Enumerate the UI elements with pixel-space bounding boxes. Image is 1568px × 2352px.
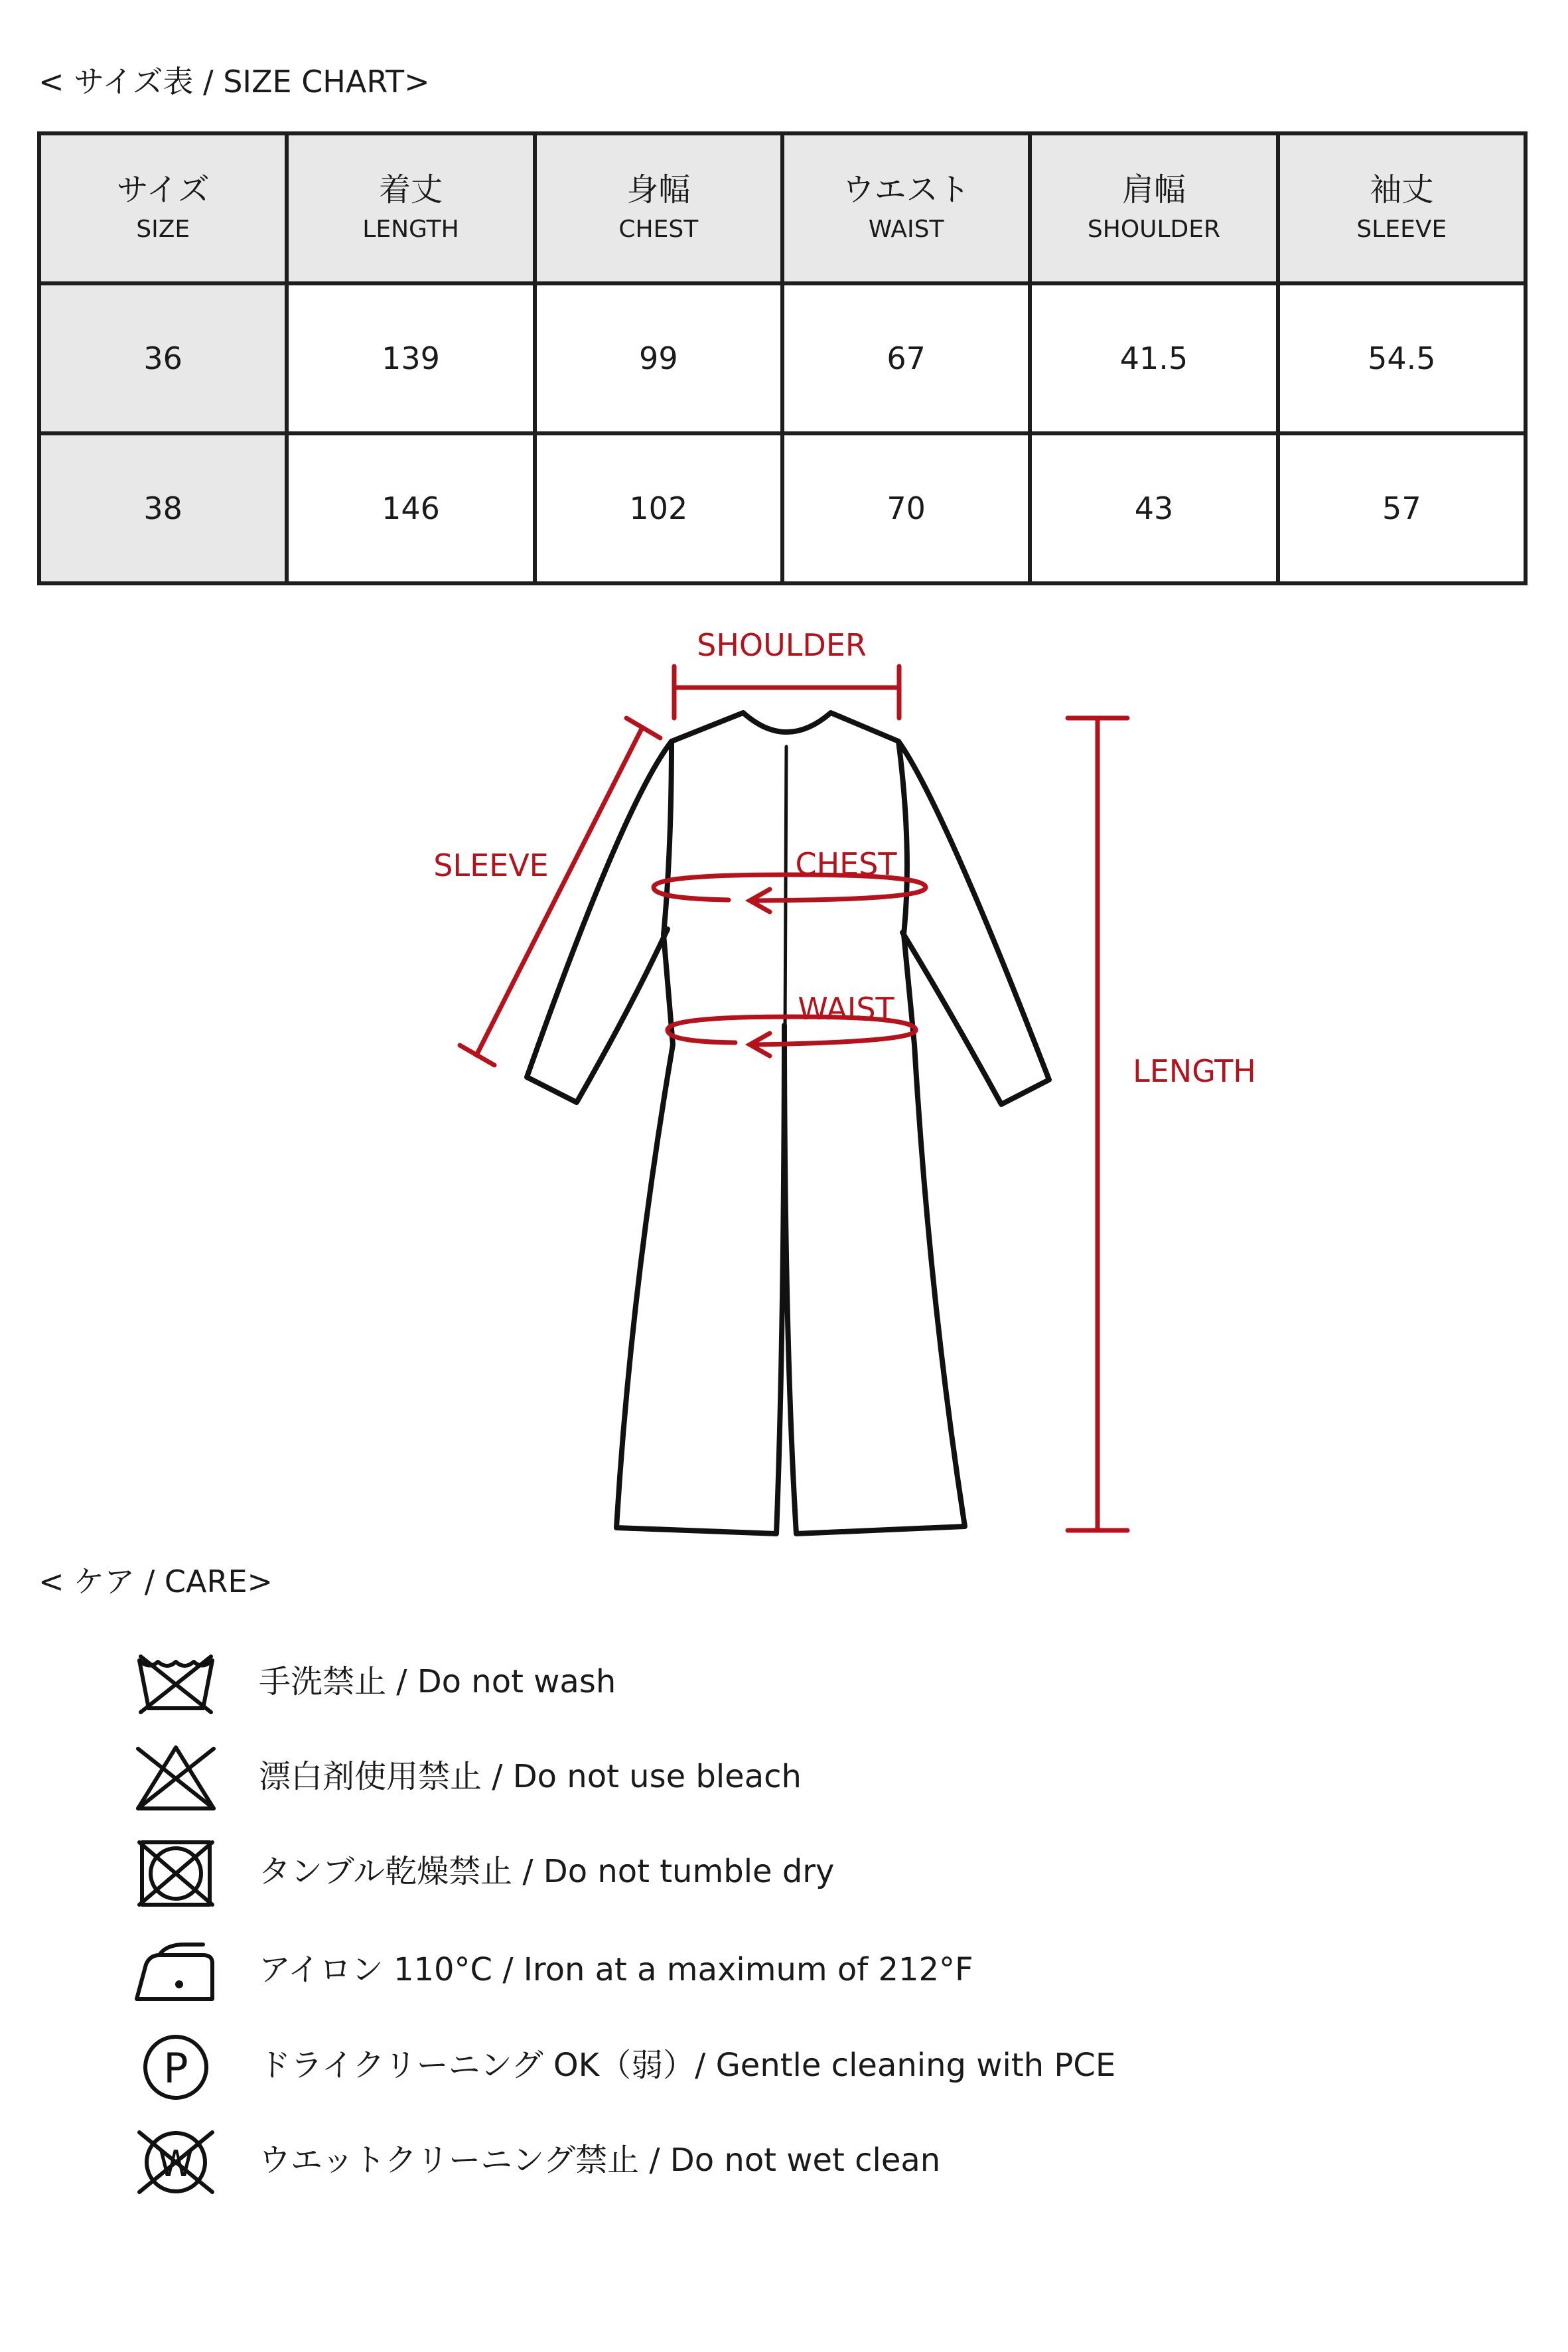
care-text: タンブル乾燥禁止 / Do not tumble dry xyxy=(259,1853,835,1890)
care-item xyxy=(133,1837,1393,1910)
header-chest xyxy=(535,133,782,283)
dry-clean-p-icon xyxy=(133,2031,219,2104)
table-cell-chest xyxy=(535,433,782,583)
care-text: 手洗禁止 / Do not wash xyxy=(259,1663,616,1700)
iron-low-heat-icon xyxy=(133,1935,219,2008)
cell-value: 99 xyxy=(639,340,678,376)
table-cell-chest xyxy=(535,283,782,433)
header-sleeve-ja: 袖丈 xyxy=(1370,171,1434,208)
care-text: ウエットクリーニング禁止 / Do not wet clean xyxy=(259,2142,941,2179)
cell-value: 70 xyxy=(887,490,926,526)
care-item xyxy=(133,1935,1393,2008)
sleeve-label: SLEEVE xyxy=(433,847,549,883)
shoulder-label: SHOULDER xyxy=(697,627,867,663)
svg-text:P: P xyxy=(163,2044,188,2093)
table-cell-waist xyxy=(782,433,1030,583)
cell-value: 57 xyxy=(1382,490,1421,526)
table-cell-waist xyxy=(782,283,1030,433)
cell-value: 139 xyxy=(382,340,440,376)
header-size-ja: サイズ xyxy=(116,171,210,208)
do-not-wash-icon xyxy=(133,1647,219,1720)
cell-value: 41.5 xyxy=(1119,340,1188,376)
header-waist xyxy=(782,133,1030,283)
header-length-ja: 着丈 xyxy=(378,171,443,208)
table-cell-size xyxy=(39,283,287,433)
header-size xyxy=(39,133,287,283)
waist-label: WAIST xyxy=(798,991,894,1027)
table-cell-length xyxy=(287,433,534,583)
table-cell-sleeve xyxy=(1278,433,1526,583)
size-chart-title: < サイズ表 / SIZE CHART> xyxy=(38,64,430,100)
do-not-tumble-dry-icon xyxy=(133,1837,219,1910)
care-item xyxy=(133,2031,1393,2104)
header-size-en: SIZE xyxy=(136,216,190,244)
cell-value: 36 xyxy=(143,340,182,376)
header-sleeve xyxy=(1278,133,1526,283)
header-length xyxy=(287,133,534,283)
length-dimension xyxy=(1068,718,1127,1530)
table-cell-size xyxy=(39,433,287,583)
cell-value: 146 xyxy=(382,490,440,526)
sleeve-dimension xyxy=(460,718,660,1065)
garment-measurement-diagram xyxy=(0,597,1568,1553)
header-shoulder xyxy=(1030,133,1277,283)
cell-value: 38 xyxy=(143,490,182,526)
cell-value: 67 xyxy=(887,340,926,376)
size-table xyxy=(37,131,1528,585)
table-cell-length xyxy=(287,283,534,433)
header-length-en: LENGTH xyxy=(362,216,459,244)
table-cell-shoulder xyxy=(1030,283,1277,433)
care-text: ドライクリーニング OK（弱）/ Gentle cleaning with PCE xyxy=(259,2047,1116,2084)
care-text: アイロン 110°C / Iron at a maximum of 212°F xyxy=(259,1951,973,1988)
shoulder-dimension xyxy=(674,666,899,718)
do-not-wet-clean-icon xyxy=(133,2126,219,2199)
care-item xyxy=(133,1742,1393,1815)
header-waist-en: WAIST xyxy=(868,216,944,244)
header-shoulder-ja: 肩幅 xyxy=(1121,171,1186,208)
cell-value: 102 xyxy=(629,490,688,526)
table-row xyxy=(39,433,1526,583)
chest-label: CHEST xyxy=(795,846,897,882)
table-cell-sleeve xyxy=(1278,283,1526,433)
length-label: LENGTH xyxy=(1133,1053,1256,1089)
table-row xyxy=(39,283,1526,433)
header-shoulder-en: SHOULDER xyxy=(1087,216,1221,244)
cell-value: 54.5 xyxy=(1368,340,1436,376)
header-waist-ja: ウエスト xyxy=(842,171,970,208)
header-sleeve-en: SLEEVE xyxy=(1356,216,1447,244)
svg-text:W: W xyxy=(158,2143,194,2185)
care-item xyxy=(133,2126,1393,2199)
table-cell-shoulder xyxy=(1030,433,1277,583)
do-not-bleach-icon xyxy=(133,1742,219,1815)
care-item xyxy=(133,1647,1393,1720)
header-chest-ja: 身幅 xyxy=(626,171,691,208)
dress-outline xyxy=(527,713,1049,1534)
care-text: 漂白剤使用禁止 / Do not use bleach xyxy=(259,1758,802,1795)
header-chest-en: CHEST xyxy=(618,216,699,244)
cell-value: 43 xyxy=(1134,490,1174,526)
care-title: < ケア / CARE> xyxy=(38,1564,273,1599)
table-header-row xyxy=(39,133,1526,283)
